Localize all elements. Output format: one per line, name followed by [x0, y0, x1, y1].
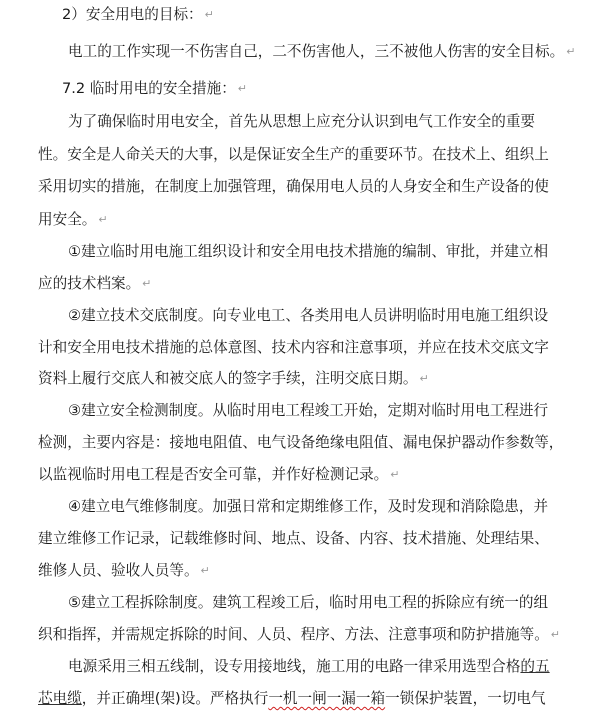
text-line-row	[68, 307, 548, 325]
text-line: ③建立安全检测制度。从临时用电工程竣工开始，定期对临时用电工程进行	[68, 402, 549, 419]
text-line: 为了确保临时用电安全，首先从思想上应充分认识到电气工作安全的重要	[68, 113, 536, 130]
text-line: 用安全。	[38, 211, 97, 228]
text-line: ②建立技术交底制度。向专业电工、各类用电人员讲明临时用电施工组织设	[68, 307, 549, 324]
text-line-row	[38, 339, 549, 357]
text-line: 性。安全是人命关天的大事，以是保证安全生产的重要环节。在技术上、组织上	[38, 146, 549, 163]
text-line-row	[38, 626, 560, 644]
text-line: 电源采用三相五线制，设专用接地线，施工用的电路一律采用选型合格	[68, 658, 521, 675]
text-line-row	[38, 275, 151, 293]
text-line-row	[38, 178, 549, 196]
text-line: ，并正确埋(架)设。严格执行	[81, 690, 269, 707]
text-line-row	[38, 370, 429, 388]
paragraph-mark-icon: ↵	[390, 468, 400, 481]
paragraph-mark-icon: ↵	[200, 564, 210, 577]
text-line-row	[38, 211, 108, 229]
text-line: 建立维修工作记录，记载维修时间、地点、设备、内容、技术措施、处理结果、	[38, 530, 549, 547]
paragraph-mark-icon: ↵	[566, 45, 576, 58]
text-line: 维修人员、验收人员等。	[38, 562, 199, 579]
text-line-row	[68, 113, 535, 131]
text-line: 检测，主要内容是：接地电阻值、电气设备绝缘电阻值、漏电保护器动作参数等，	[38, 434, 564, 451]
text-line: 应的技术档案。	[38, 275, 141, 292]
underlined-text: 芯电缆	[38, 690, 82, 707]
paragraph-mark-icon: ↵	[142, 277, 152, 290]
text-line: 电工的工作实现一不伤害自己，二不伤害他人，三不被他人伤害的安全目标。	[68, 43, 565, 60]
text-line: 资料上履行交底人和被交底人的签字手续，注明交底日期。	[38, 370, 418, 387]
paragraph-mark-icon: ↵	[419, 372, 429, 385]
text-line: ①建立临时用电施工组织设计和安全用电技术措施的编制、审批，并建立相	[68, 243, 549, 260]
text-line-row	[38, 530, 549, 548]
section-heading: 7.2 临时用电的安全措施：	[62, 80, 236, 97]
section-heading-row	[62, 80, 247, 98]
paragraph-mark-icon: ↵	[98, 213, 108, 226]
text-line-row	[38, 146, 549, 164]
text-line: ⑤建立工程拆除制度。建筑工程竣工后，临时用电工程的拆除应有统一的组	[68, 594, 549, 611]
text-line: 织和指挥，并需规定拆除的时间、人员、程序、方法、注意事项和防护措施等。	[38, 626, 549, 643]
text-line-row	[38, 434, 563, 452]
text-line-row	[38, 466, 399, 484]
text-line-row	[68, 594, 548, 612]
paragraph-mark-icon: ↵	[237, 82, 248, 95]
paragraph-mark-heading-goal	[62, 6, 214, 24]
text-line: 一锁保护装置，一切电气	[385, 690, 546, 707]
text-line-row	[68, 243, 548, 261]
text-line: 采用切实的措施，在制度上加强管理，确保用电人员的人身安全和生产设备的使	[38, 178, 549, 195]
text-line: 2）安全用电的目标：	[62, 6, 203, 23]
text-line-row	[68, 43, 575, 61]
text-line-row	[68, 658, 550, 676]
text-line: 计和安全用电技术措施的总体意图、技术内容和注意事项，并应在技术交底文字	[38, 339, 549, 356]
text-line: ④建立电气维修制度。加强日常和定期维修工作，及时发现和消除隐患，并	[68, 498, 549, 515]
paragraph-mark-icon: ↵	[204, 8, 214, 21]
text-line: 以监视临时用电工程是否安全可靠，并作好检测记录。	[38, 466, 389, 483]
text-line-row	[68, 402, 548, 420]
paragraph-mark-icon: ↵	[550, 628, 561, 641]
text-line-row	[38, 690, 546, 708]
underlined-text: 的五	[520, 658, 550, 675]
text-line-row	[68, 498, 548, 516]
spellcheck-wavy-text: 一机一闸一漏一箱	[268, 690, 386, 707]
text-line-row	[38, 562, 210, 580]
